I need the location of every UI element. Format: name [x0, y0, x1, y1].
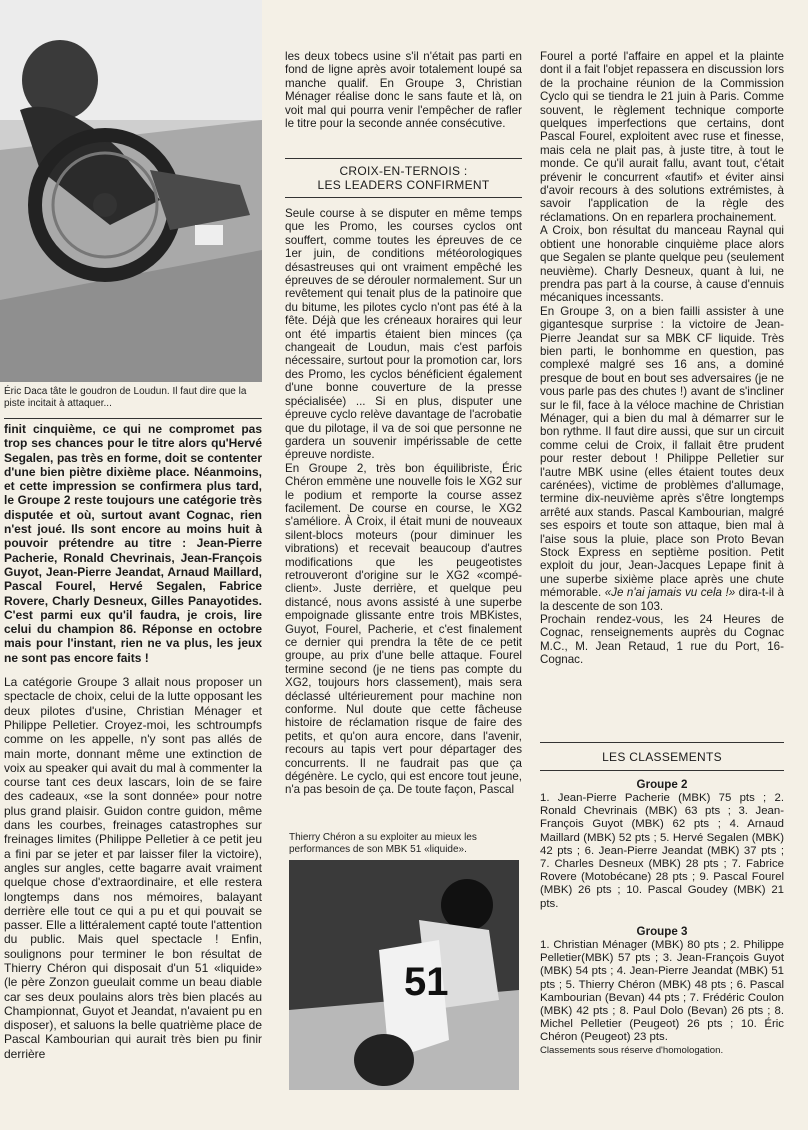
divider	[285, 197, 522, 198]
homologation-note: Classements sous réserve d'homologation.	[540, 1044, 724, 1056]
classements-group-3	[540, 925, 784, 1057]
article-column-3	[540, 50, 784, 667]
section-title-line: CROIX-EN-TERNOIS :	[339, 164, 468, 178]
divider	[540, 770, 784, 771]
paragraph-text: dira-t-il à la descente de son 103.	[540, 586, 784, 613]
motorcycle-crash-icon	[0, 0, 262, 382]
motorcycle-racer-icon	[289, 860, 519, 1090]
quote: «Je n'ai jamais vu cela !»	[604, 586, 736, 600]
section-title-line: LES LEADERS CONFIRMENT	[317, 178, 490, 192]
paragraph: les deux tobecs usine s'il n'était pas parti en fond de ligne après avoir totalement loupé sa manche qualif. En Groupe 3, Christian Ménager réalise donc le sans faute et là, on voit mal qui pourra venir l'empêcher de rafler le titre pour la seconde année consécutive.	[285, 50, 522, 131]
paragraph	[540, 305, 784, 613]
divider	[285, 158, 522, 159]
divider	[4, 418, 262, 419]
paragraph: Prochain rendez-vous, les 24 Heures de Cognac, renseignements auprès du Cognac M.C., M. Jean Retaud, 1 rue du Port, 16-Cognac.	[540, 613, 784, 667]
paragraph: En Groupe 2, très bon équilibriste, Éric Chéron emmène une nouvelle fois le XG2 sur le podium et remporte la course assez facilement. De course en course, le XG2 s'améliore. À Croix, il était muni de nouveaux silent-blocs moteurs (pour diminuer les vibrations) et recevait beaucoup d'autres modifications que les peugeotistes retrouveront d'origine sur le XG2 «compé-client». Juste derrière, et quelque peu distancé, nous avons assisté à une superbe empoignade glissante entre trois MBKistes, Guyot, Fourel, Pacherie, et c'est finalement ce dernier qui prendra la tête de ce petit groupe, au prix d'une belle attaque. Fourel termine second (je ne tiens pas compte du XG2, toujours hors classement), mais sera déclassé ultérieurement pour machine non conforme. Nul doute que cette fâcheuse histoire de réclamation risque de faire des petits, et qu'on aura encore, dans l'avenir, recours au tapis vert pour départager des concurrents. Il ne faudrait pas que ça dégénère. Le cyclo, qui est encore tout jeune, n'a pas besoin de ça. De toute façon, Pascal	[285, 461, 522, 797]
group-title: Groupe 2	[636, 778, 688, 791]
divider	[540, 742, 784, 743]
motorcycle-racer-photo	[289, 860, 519, 1090]
group-results: 1. Jean-Pierre Pacherie (MBK) 75 pts ; 2. Ronald Chevrinais (MBK) 63 pts ; 3. Jean-François Guyot (MBK) 62 pts ; 4. Arnaud Maillard (MBK) 52 pts ; 5. Hervé Segalen (MBK) 42 pts ; 6. Jean-Pierre Jeandat (MBK) 37 pts ; 7. Charles Desneux (MBK) 28 pts ; 7. Fabrice Rovere (Motobécane) 28 pts ; 9. Pascal Fourel (MBK) 26 pts ; 10. Pascal Goudey (MBK) 21 pts.	[540, 792, 784, 910]
paragraph: Fourel a porté l'affaire en appel et la plainte dont il a fait l'objet repassera en discussion lors de la prochaine réunion de la Commission Cyclo qui se tiendra le 21 juin à Paris. Comme souvent, le règlement technique comporte quelques imperfections que certains, dont Pascal Fourel, exploitent avec ruse et finesse, mais cela ne plait pas, à juste titre, à tout le monde. Ce qu'il aurait fallu, avant tout, c'était prévenir le concurrent «fautif» et éviter ainsi d'avoir recours à des solutions extrémistes, à savoir l'application de la règle des réclamations. On en reparlera prochainement.	[540, 50, 784, 224]
group-results: 1. Christian Ménager (MBK) 80 pts ; 2. Philippe Pelletier(MBK) 57 pts ; 3. Jean-François Guyot (MBK) 54 pts ; 4. Jean-Pierre Jeandat (MBK) 51 pts ; 5. Thierry Chéron (MBK) 48 pts ; 6. Pascal Kambourian (Bevan) 44 pts ; 7. Frédéric Coulon (MBK) 42 pts ; 8. Paul Dolo (Bevan) 26 pts ; 8. Michel Pelletier (Peugeot) 26 pts ; 10. Éric Chéron (Peugeot) 23 pts.	[540, 939, 784, 1044]
paragraph: La catégorie Groupe 3 allait nous proposer un spectacle de choix, celui de la lutte opposant les deux pilotes d'usine, Christian Ménager et Philippe Pelletier. Croyez-moi, les schtroumpfs comme on les appelle, n'y sont pas allés de main morte, donnant même une extinction de voix au speaker qui avait du mal à commenter la course tant ces deux lascars, loin de se faire des cadeaux, «se la sont donnée» pour notre plus grand plaisir. Guidon contre guidon, même dans les courbes, freinages catastrophes sur freinages limites (Philippe Pelletier à ce petit jeu a fini par se jeter et par laisser filer la victoire), angles sur angles, cette bagarre avait vraiment quelque chose d'extraordinaire, et elle restera longtemps dans nos mémoires, balayant derrière elle tout ce qui a pu et qui pouvait se passer. Elle a littéralement capté toute l'attention du public. Mais quel spectacle ! Enfin, soulignons pour terminer le bon résultat de Thierry Chéron qui disposait d'un 51 «liquide» (le père Zonzon gueulait comme un beau diable car ses deux poulains alors très bien placés au Championnat, Guyot et Jeandat, n'avaient pu en disposer), et saluons la belle quatrième place de Pascal Kambourian qui aurait très bien pu finir derrière	[4, 675, 262, 1061]
classements-group-2	[540, 778, 784, 911]
section-title	[285, 164, 522, 192]
article-column-2-body	[285, 207, 522, 797]
paragraph: finit cinquième, ce qui ne compromet pas trop ses chances pour le titre alors qu'Hervé Segalen, pas très en forme, doit se contenter d'une bien piètre dixième place. Néanmoins, et cette impression se confirmera plus tard, le Groupe 2 reste toujours une catégorie très disputée et où, surtout avant Cognac, rien n'est joué. Ils sont encore au moins huit à pouvoir prétendre au titre : Jean-Pierre Pacherie, Ronald Chevrinais, Jean-François Guyot, Jean-Pierre Jeandat, Arnaud Maillard, Pascal Fourel, Hervé Segalen, Fabrice Rovere, Charly Desneux, Gilles Panayotides. C'est parmi eux qu'il faudra, je crois, lire celui du champion 86. Réponse en octobre mais pour l'instant, rien ne va plus, les jeux ne sont pas encore faits !	[4, 422, 262, 665]
paragraph: A Croix, bon résultat du manceau Raynal qui obtient une honorable cinquième place alors que Segalen se plante quelque peu (seulement neuvième). Charly Desneux, quant à lui, ne prendra pas part à la course, à cause d'ennuis mécaniques incessants.	[540, 224, 784, 305]
classements-title: LES CLASSEMENTS	[602, 750, 722, 764]
paragraph-text: En Groupe 3, on a bien failli assister à une gigantesque surprise : la victoire de Jean-Pierre Jeandat sur sa MBK CF liquide. Très bien parti, le bonhomme en question, pas complexé malgré ses 16 ans, a dominé presque de bout en bout ses adversaires (je ne vous parle pas des chutes !) avant de s'incliner sur le fil, face à la véloce machine de Christian Ménager, qui a bien du mal à démarrer sur le bon rythme. Il faut dire aussi, que sur un circuit comme celui de Croix, il fallait être prudent pour rester debout ! Philippe Pelletier sur l'autre MBK usine (elles étaient toutes deux carénées), victime de problèmes d'allumage, termine dix-neuvième après s'être longtemps arrêté aux stands. Pascal Kambourian, malgré ses espoirs et toute son attaque, bien mal à l'aise sous la pluie, place son Proto Bevan Stock Express en septième position. Petit exploit du jour, Jean-Jacques Lepape finit à une superbe sixième place après une chute mémorable.	[540, 304, 784, 600]
photo-caption: Thierry Chéron a su exploiter au mieux les performances de son MBK 51 «liquide».	[289, 832, 477, 856]
article-column-1	[4, 422, 262, 1061]
svg-text:51: 51	[404, 960, 449, 1004]
group-title: Groupe 3	[636, 925, 688, 938]
paragraph: Seule course à se disputer en même temps que les Promo, les courses cyclos ont souffert, comme toutes les épreuves de ce 1er juin, de conditions météorologiques désastreuses qui ont vraiment empêché les épreuves de se dérouler normalement. Sur un revêtement qui tenait plus de la patinoire que du bitume, les pilotes cyclo n'ont pas été à la fête. Déjà que les créneaux horaires qui leur ont été impartis étaient bien minces (ça changeait de Loudun, mais c'est parfois nécessaire, surtout pour la promotion car, lors des Promo, les cyclos bénéficient également d'une bonne couverture de la presse spécialisée) ... Si en plus, disputer une épreuve cyclo relève davantage de l'acrobatie que du pilotage, il va de soi que personne ne gardera un souvenir impérissable de cette épreuve nordiste.	[285, 207, 522, 462]
motorcycle-crash-photo	[0, 0, 262, 382]
photo-caption: Éric Daca tâte le goudron de Loudun. Il faut dire que la piste incitait à attaquer...	[4, 386, 247, 410]
article-column-2	[285, 50, 522, 130]
